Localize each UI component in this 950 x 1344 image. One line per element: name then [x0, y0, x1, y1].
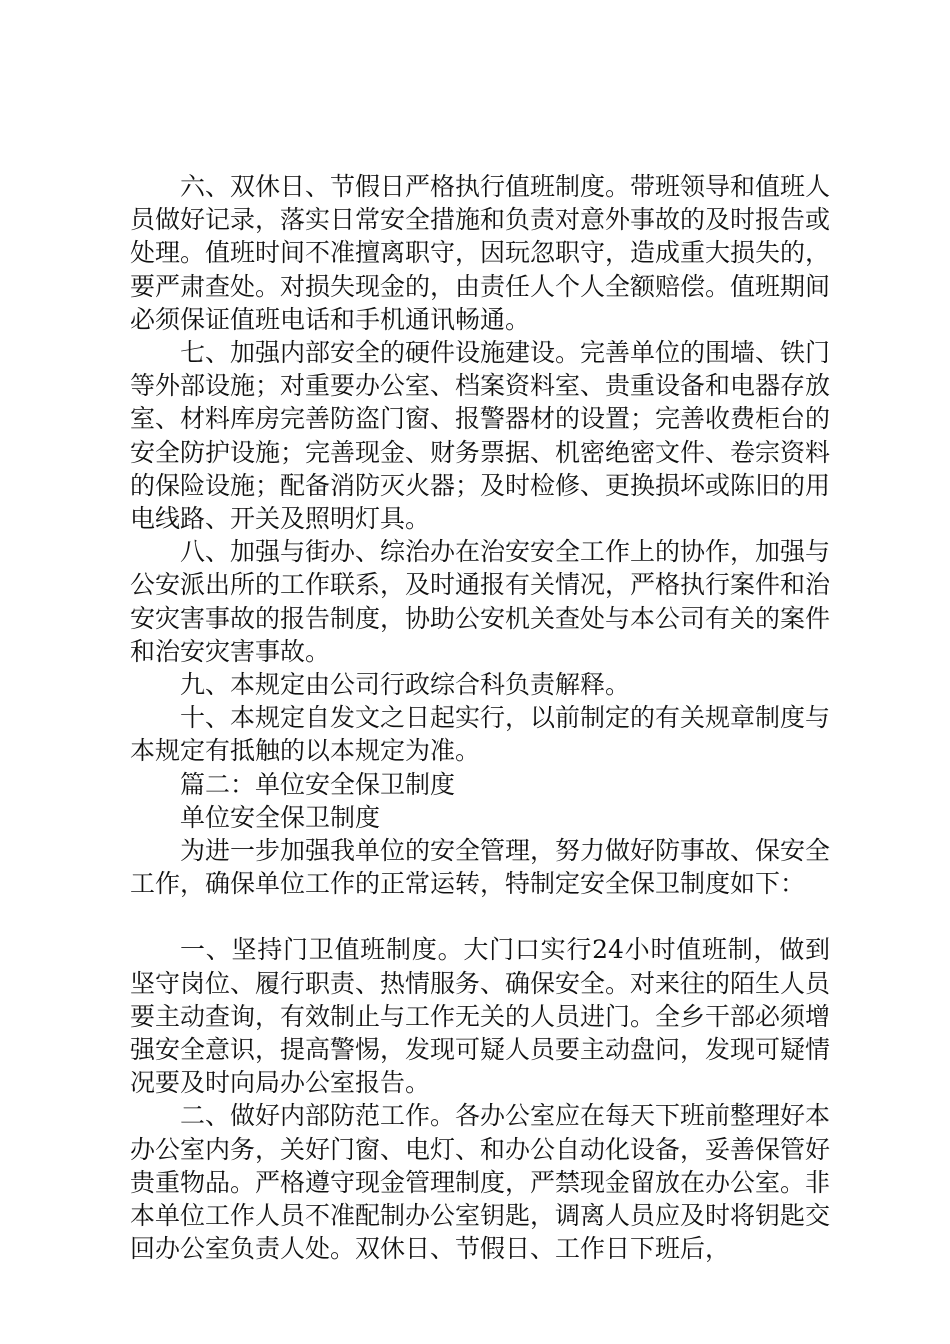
paragraph-introduction: 为进一步加强我单位的安全管理，努力做好防事故、保安全工作，确保单位工作的正常运转，特制定安全保卫制度如下： — [130, 836, 831, 899]
paragraph-gate-duty: 一、坚持门卫值班制度。大门口实行24小时值班制，做到坚守岗位、履行职责、热情服务、确保安全。对来往的陌生人员要主动查询，有效制止与工作无关的人员进门。全乡干部必须增强安全意识，提高警惕，发现可疑人员要主动盘问，发现可疑情况要及时向局办公室报告。 — [130, 935, 831, 1098]
document-body — [130, 170, 830, 1266]
paragraph-effective-date: 十、本规定自发文之日起实行，以前制定的有关规章制度与本规定有抵触的以本规定为准。 — [130, 703, 831, 766]
section-heading: 篇二：单位安全保卫制度 — [180, 769, 456, 799]
blank-line — [130, 900, 830, 933]
paragraph-hardware-facilities: 七、加强内部安全的硬件设施建设。完善单位的围墙、铁门等外部设施；对重要办公室、档案资料室、贵重设备和电器存放室、材料库房完善防盗门窗、报警器材的设置；完善收费柜台的安全防护设施；完善现金、财务票据、机密绝密文件、卷宗资料的保险设施；配备消防灭火器；及时检修、更换损坏或陈旧的用电线路、开关及照明灯具。 — [130, 338, 831, 534]
paragraph-internal-prevention: 二、做好内部防范工作。各办公室应在每天下班前整理好本办公室内务，关好门窗、电灯、和办公自动化设备，妥善保管好贵重物品。严格遵守现金管理制度，严禁现金留放在办公室。非本单位工作人员不准配制办公室钥匙，调离人员应及时将钥匙交回办公室负责人处。双休日、节假日、工作日下班后， — [130, 1101, 831, 1264]
paragraph-duty-holidays: 六、双休日、节假日严格执行值班制度。带班领导和值班人员做好记录，落实日常安全措施和负责对意外事故的及时报告或处理。值班时间不准擅离职守，因玩忽职守，造成重大损失的，要严肃查处。对损失现金的，由责任人个人全额赔偿。值班期间必须保证值班电话和手机通讯畅通。 — [130, 172, 831, 334]
paragraph-interpretation: 九、本规定由公司行政综合科负责解释。 — [180, 670, 631, 700]
section-title: 单位安全保卫制度 — [180, 802, 381, 832]
paragraph-police-cooperation: 八、加强与街办、综治办在治安安全工作上的协作，加强与公安派出所的工作联系，及时通报有关情况，严格执行案件和治安灾害事故的报告制度，协助公安机关查处与本公司有关的案件和治安灾害事故。 — [130, 537, 831, 666]
